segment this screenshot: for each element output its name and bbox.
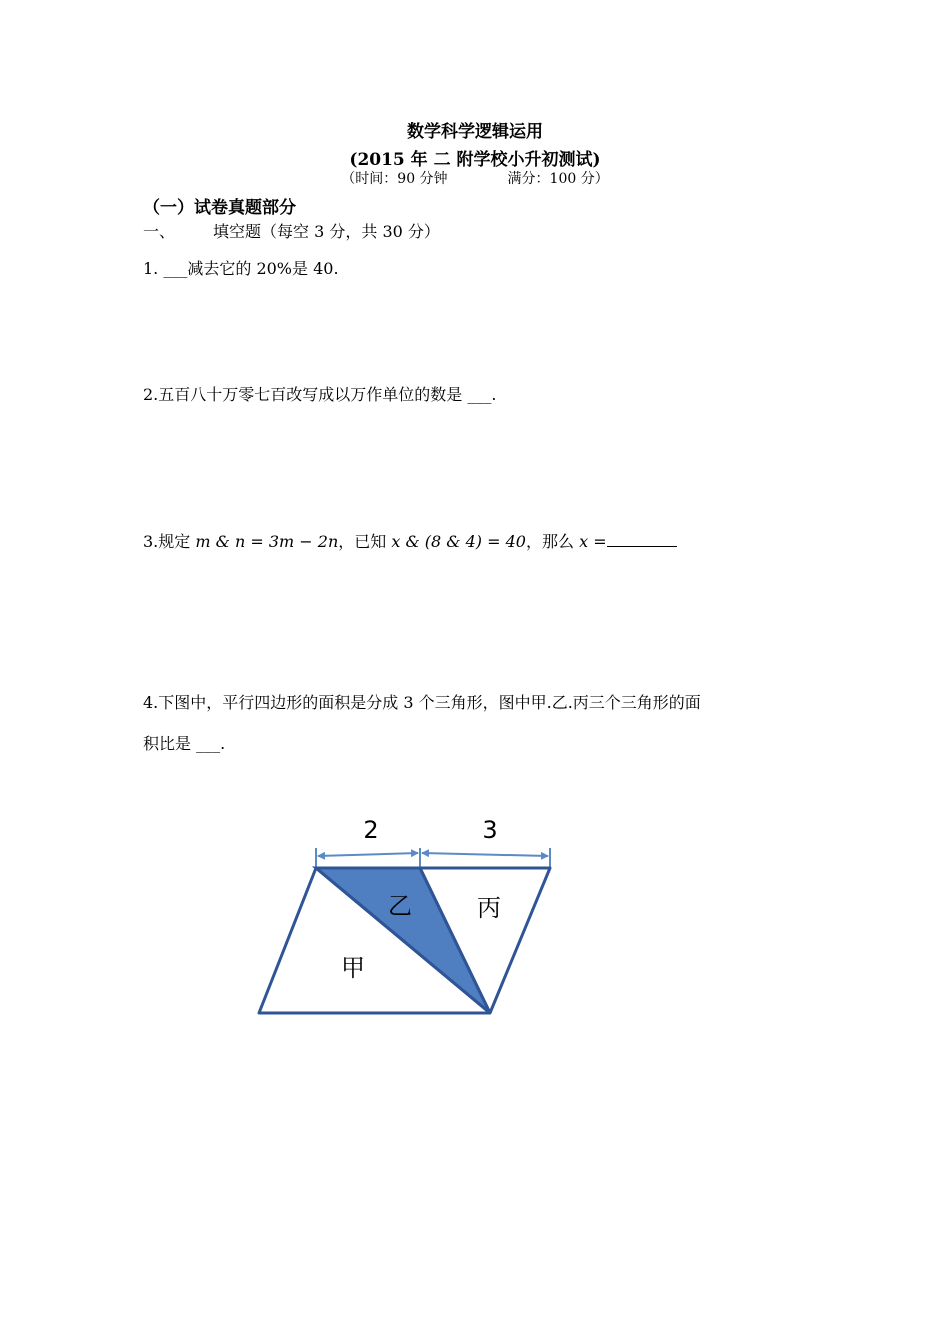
question-3-definition: m & n = 3m − 2n bbox=[195, 532, 339, 551]
page-subtitle: (2015 年 二 附学校小升初测试) bbox=[349, 150, 601, 170]
question-3-tail: ，那么 bbox=[525, 532, 580, 551]
label-yi: 乙 bbox=[388, 892, 412, 920]
question-4-end: . bbox=[220, 734, 226, 753]
question-2-end: . bbox=[491, 385, 497, 404]
question-1-blank: ___ bbox=[163, 259, 188, 278]
question-4-blank: ___ bbox=[196, 734, 221, 753]
question-2-blank: ___ bbox=[467, 385, 492, 404]
label-jia: 甲 bbox=[341, 954, 365, 982]
measure-arrow-left bbox=[318, 853, 418, 856]
page-title: 数学科学逻辑运用 bbox=[407, 122, 543, 142]
measure-label-right: 3 bbox=[482, 816, 498, 844]
question-1-text: 减去它的 20%是 40. bbox=[187, 259, 339, 278]
score-label: 满分：100 分） bbox=[507, 171, 609, 187]
measure-label-left: 2 bbox=[363, 816, 379, 844]
question-4-text: 积比是 bbox=[143, 734, 197, 753]
question-3-prefix: 3.规定 bbox=[143, 532, 196, 551]
part-title: 填空题（每空 3 分，共 30 分） bbox=[213, 222, 440, 241]
question-1-number: 1. bbox=[143, 259, 164, 278]
question-3-given: x & (8 & 4) = 40 bbox=[391, 532, 526, 551]
question-4-line-1: 4.下图中，平行四边形的面积是分成 3 个三角形，图中甲.乙.丙三个三角形的面 bbox=[143, 693, 701, 712]
question-3-variable: x = bbox=[579, 532, 607, 551]
time-label: （时间：90 分钟 bbox=[341, 171, 448, 187]
question-3-mid: ，已知 bbox=[338, 532, 392, 551]
measurement-arrows bbox=[316, 848, 550, 868]
measure-arrow-right bbox=[422, 853, 548, 856]
question-2-text: 2.五百八十万零七百改写成以万作单位的数是 bbox=[143, 385, 468, 404]
label-bing: 丙 bbox=[477, 894, 501, 922]
part-number: 一、 bbox=[143, 222, 176, 241]
section-heading: （一）试卷真题部分 bbox=[143, 198, 296, 218]
